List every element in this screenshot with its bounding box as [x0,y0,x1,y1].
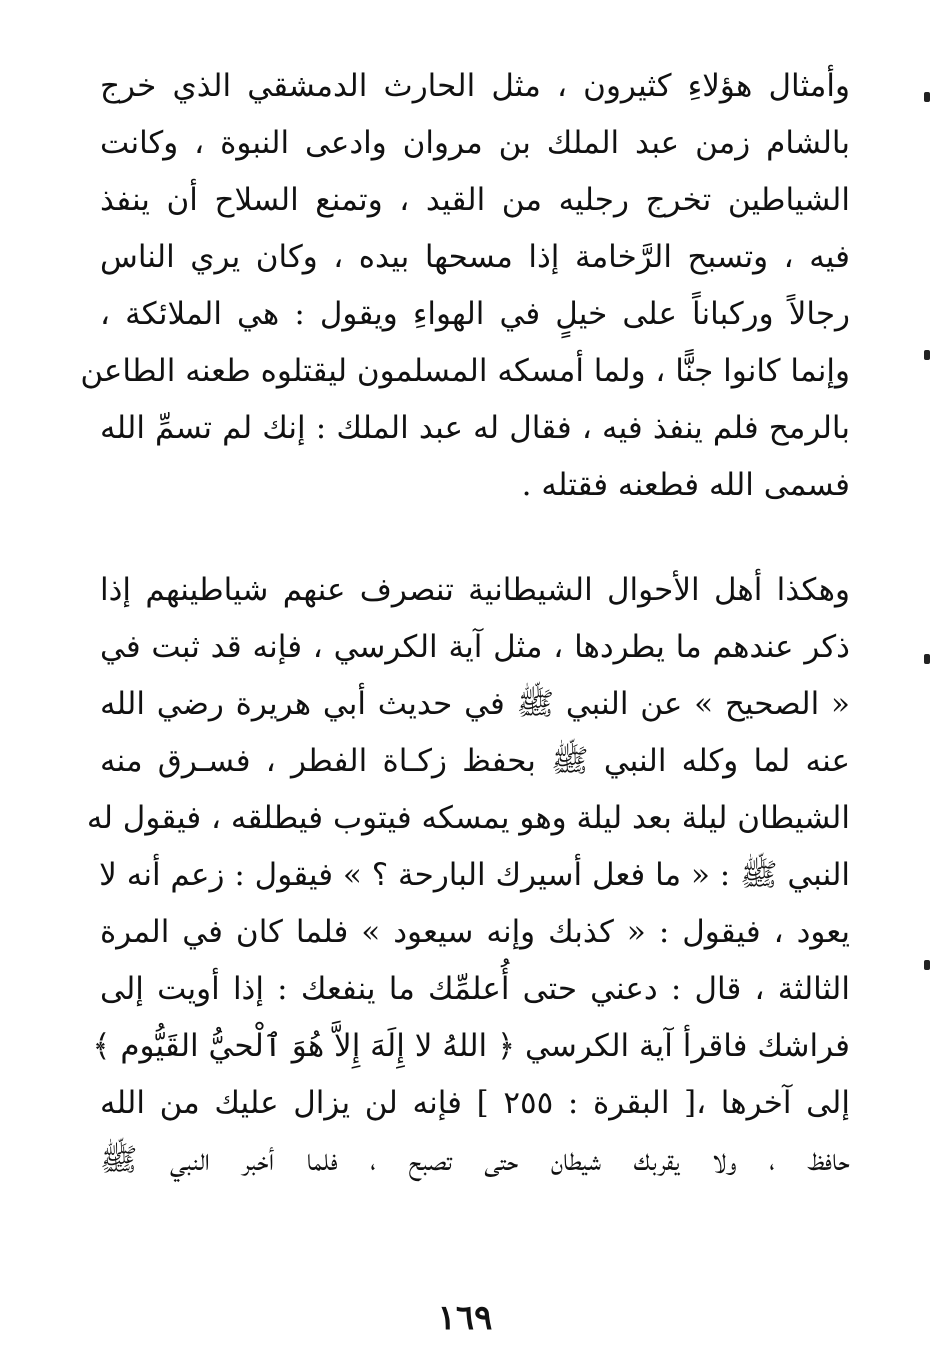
text-line: الشيطان ليلة بعد ليلة وهو يمسكه فيتوب فيطلقه ، فيقول له [86,800,850,836]
text-line: الثالثة ، قال : دعني حتى أُعلمِّك ما ينفعك : إذا أويت إلى [100,971,850,1007]
margin-mark [924,92,930,102]
margin-mark [924,654,930,664]
paragraph-2 [86,562,850,1189]
text-line: فراشك فاقرأ آية الكرسي ﴿ اللهُ لا إِلَهَ إِلاَّ هُوَ ٱلْحيُّ القَيُّوم ﴾ [92,1028,850,1064]
text-line: ذكر عندهم ما يطردها ، مثل آية الكرسي ، فإنه قد ثبت في [100,629,850,665]
text-line: وأمثال هؤلاءِ كثيرون ، مثل الحارث الدمشقي الذي خرج [100,68,850,104]
text-line: حافظ ، ولا يقربك شيطان حتى تصبح ، فلما أخبر النبي ﷺ [100,1142,850,1178]
text-line: وهكذا أهل الأحوال الشيطانية تنصرف عنهم شياطينهم إذا [100,572,850,608]
text-line: إلى آخرها ،[ البقرة : ٢٥٥ ] فإنه لن يزال عليك من الله [100,1085,850,1121]
paragraph-1 [80,58,850,514]
text-line: يعود ، فيقول : « كذبك وإنه سيعود » فلما كان في المرة [100,914,850,950]
text-line: « الصحيح » عن النبي ﷺ في حديث أبي هريرة رضي الله [100,686,850,722]
text-line: بالشام زمن عبد الملك بن مروان وادعى النبوة ، وكانت [100,125,850,161]
text-line: رجالاً وركباناً على خيلٍ في الهواءِ ويقول : هي الملائكة ، [100,296,850,332]
page-number: ١٦٩ [437,1298,493,1338]
text-line: فسمى الله فطعنه فقتله . [521,467,850,503]
text-line: النبي ﷺ : « ما فعل أسيرك البارحة ؟ » فيقول : زعم أنه لا [99,857,850,893]
margin-mark [924,350,930,360]
text-line: وإنما كانوا جنًّا ، ولما أمسكه المسلمون ليقتلوه طعنه الطاعن [80,353,850,389]
text-line: بالرمح فلم ينفذ فيه ، فقال له عبد الملك : إنك لم تسمِّ الله [100,410,850,446]
text-line: عنه لما وكله النبي ﷺ بحفظ زكـاة الفطر ، فسـرق منه [100,743,850,779]
text-line: الشياطين تخرج رجليه من القيد ، وتمنع السلاح أن ينفذ [100,182,850,218]
text-line: فيه ، وتسبح الرَّخامة إذا مسحها بيده ، وكان يري الناس [100,239,850,275]
margin-mark [924,960,930,970]
